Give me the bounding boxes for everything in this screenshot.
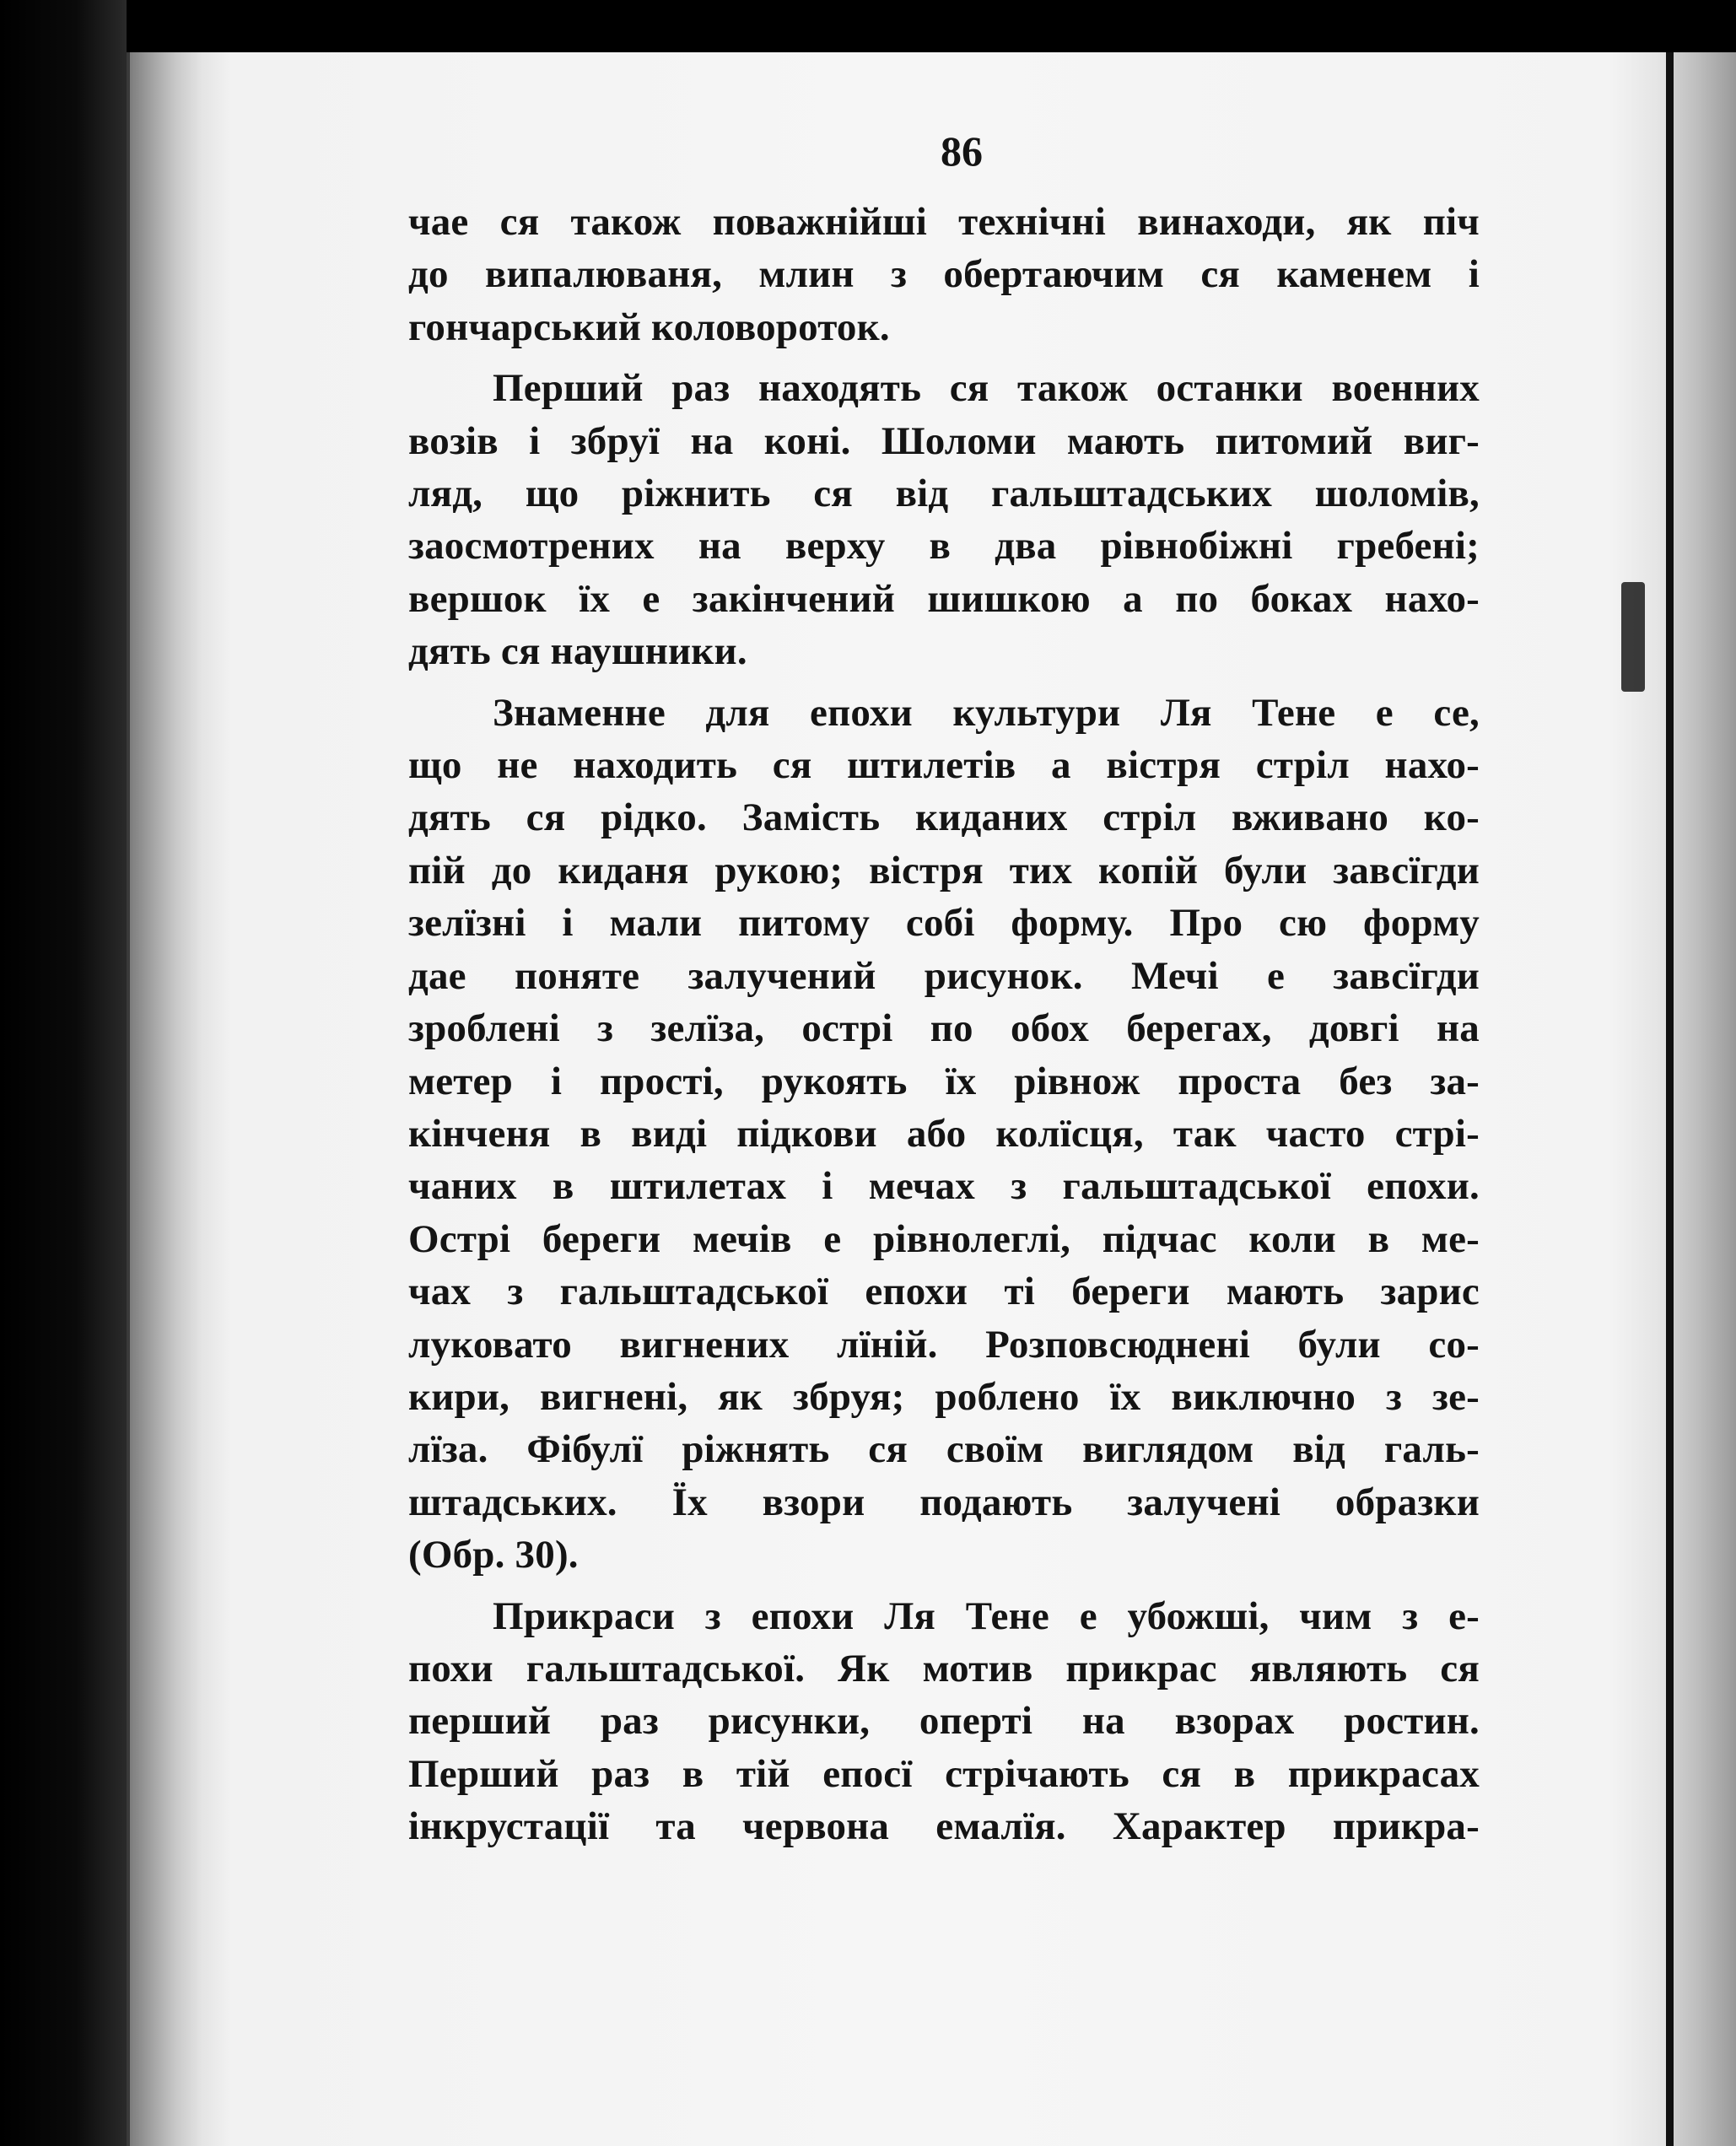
text-line: Знаменне для епохи культури Ля Тене е се, xyxy=(493,690,1480,735)
text-line: Перший раз находять ся також останки военних xyxy=(493,366,1480,411)
text-line: до випалюваня, млин з обертаючим ся каменем і xyxy=(408,252,1480,297)
scan-smudge xyxy=(1621,582,1645,692)
text-line: чаних в штилетах і мечах з гальштадської епохи. xyxy=(408,1164,1480,1209)
text-line: зроблені з зелїза, острі по обох берегах, довгі на xyxy=(408,1006,1480,1051)
paragraph xyxy=(408,1590,1480,1853)
text-line: заосмотрених на верху в два рівнобіжні гребені; xyxy=(408,524,1480,569)
text-line: що не находить ся штилетів а вістря стріл нахо- xyxy=(408,743,1480,788)
text-line: штадських. Їх взори подають залучені образки xyxy=(408,1480,1480,1524)
adjacent-page-strip xyxy=(1674,52,1736,2146)
text-line: дае поняте залучений рисунок. Мечі е завсїгди xyxy=(408,953,1480,998)
text-line: метер і прості, рукоять їх рівнож проста без за- xyxy=(408,1059,1480,1103)
text-line: луковато вигнених лїній. Розповсюднені були со- xyxy=(408,1322,1480,1367)
paragraph xyxy=(408,362,1480,677)
text-line: Прикраси з епохи Ля Тене е убожші, чим з е- xyxy=(493,1593,1480,1638)
body-text xyxy=(408,196,1480,1853)
text-line: (Обр. 30). xyxy=(408,1533,579,1577)
text-line: дять ся рідко. Замість киданих стріл вживано ко- xyxy=(408,795,1480,840)
paragraph xyxy=(408,687,1480,1582)
text-line: Перший раз в тій епосї стрічають ся в прикрасах xyxy=(408,1751,1480,1796)
text-line: похи гальштадської. Як мотив прикрас являють ся xyxy=(408,1646,1480,1690)
page-number: 86 xyxy=(941,127,983,175)
text-line: перший раз рисунки, оперті на взорах ростин. xyxy=(408,1699,1480,1744)
book-binding-shadow xyxy=(0,0,127,2146)
paragraph xyxy=(408,196,1480,353)
page-right-edge xyxy=(1666,52,1674,2146)
text-line: пій до киданя рукою; вістря тих копій були завсїгди xyxy=(408,848,1480,892)
text-line: кінченя в виді підкови або колїсця, так часто стрі- xyxy=(408,1111,1480,1156)
text-line: гончарський коловороток. xyxy=(408,305,890,349)
text-line: ляд, що ріжнить ся від гальштадських шоломів, xyxy=(408,472,1480,516)
text-line: кири, вигнені, як збруя; роблено їх виключно з зе- xyxy=(408,1374,1480,1419)
text-line: дять ся наушники. xyxy=(408,629,747,674)
text-line: вершок їх е закінчений шишкою а по боках нахо- xyxy=(408,576,1480,621)
text-line: чае ся також поважнійші технічні винаходи, як піч xyxy=(408,200,1480,244)
text-line: Острі береги мечів е рівнолеглі, підчас коли в ме- xyxy=(408,1216,1480,1261)
text-line: інкрустації та червона емалїя. Характер прикра- xyxy=(408,1804,1480,1849)
text-line: лїза. Фібулї ріжнять ся своїм виглядом від галь- xyxy=(408,1427,1480,1472)
text-line: возів і збруї на коні. Шоломи мають питомий виг- xyxy=(408,418,1480,463)
text-line: чах з гальштадської епохи ті береги мають зарис xyxy=(408,1270,1480,1314)
text-line: зелїзні і мали питому собі форму. Про сю форму xyxy=(408,901,1480,946)
